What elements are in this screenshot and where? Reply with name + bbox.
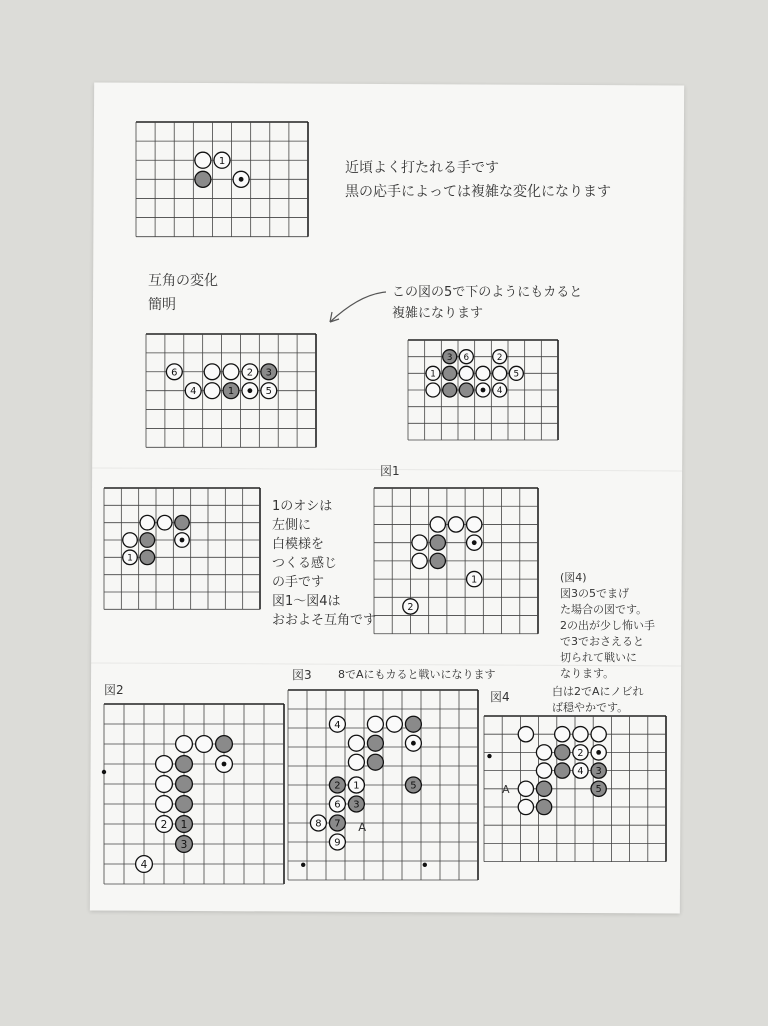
- go-diagram-side: [100, 484, 264, 624]
- last-move-marker: [247, 388, 252, 393]
- white-stone: [412, 553, 427, 568]
- move-number: 4: [496, 386, 503, 397]
- note-line: ば穏やかです。: [552, 701, 629, 714]
- black-stone: [430, 553, 445, 568]
- move-number: 6: [171, 367, 178, 379]
- black-stone: [140, 533, 155, 548]
- white-stone: [348, 754, 364, 770]
- black-stone: [195, 171, 211, 187]
- fig3-caption: 8でAにもカると戦いになります: [338, 668, 496, 681]
- move-number: 2: [160, 818, 168, 831]
- note-line: 切られて戦いに: [560, 651, 637, 664]
- note-line: 白模様を: [272, 537, 325, 552]
- white-stone: [348, 735, 364, 751]
- complex-line-1: この図の5で下のようにもカると: [392, 285, 583, 300]
- black-stone: [216, 736, 233, 753]
- note-line: 2の出が少し怖い手: [560, 619, 655, 632]
- last-move-marker: [239, 177, 244, 182]
- move-number: 4: [577, 766, 584, 778]
- white-stone: [573, 727, 588, 742]
- white-stone: [448, 517, 463, 532]
- side-note: [272, 497, 376, 630]
- white-stone: [140, 515, 155, 530]
- white-stone: [430, 517, 445, 532]
- move-number: 1: [471, 574, 478, 586]
- black-stone: [367, 735, 383, 751]
- white-stone: [459, 366, 473, 380]
- note-line: の手です: [272, 575, 325, 590]
- move-number: 6: [463, 352, 470, 363]
- move-number: 4: [334, 719, 341, 731]
- move-number: 1: [430, 369, 436, 380]
- move-number: 5: [410, 780, 417, 792]
- white-stone: [204, 364, 220, 380]
- move-number: 3: [595, 766, 602, 778]
- white-stone: [467, 517, 482, 532]
- white-stone: [518, 799, 533, 814]
- black-stone: [176, 756, 193, 773]
- move-number: 1: [353, 780, 360, 792]
- black-stone: [176, 796, 193, 813]
- white-stone: [176, 736, 193, 753]
- note-line: 図3の5でまげ: [560, 587, 629, 600]
- white-stone: [156, 796, 173, 813]
- black-stone: [459, 383, 473, 397]
- white-stone: [204, 383, 220, 399]
- even-subtitle: 簡明: [148, 297, 176, 313]
- star-point: [102, 770, 106, 774]
- white-stone: [367, 716, 383, 732]
- black-stone: [175, 515, 190, 530]
- note-line: た場合の図です。: [560, 603, 648, 616]
- move-number: 2: [246, 367, 254, 379]
- complex-line-2: 複雑になります: [392, 306, 484, 321]
- go-diagram-fig3: [284, 686, 482, 896]
- go-diagram-complex: [404, 336, 576, 444]
- move-number: 2: [334, 780, 341, 792]
- fig2-label: 図2: [104, 683, 124, 697]
- move-number: 3: [265, 367, 272, 379]
- note-line: なります。: [560, 667, 615, 680]
- go-diagram-top: [132, 118, 312, 243]
- move-number: 3: [180, 838, 188, 851]
- fig4-label: 図4: [490, 690, 510, 704]
- black-stone: [140, 550, 155, 565]
- move-number: 6: [334, 799, 341, 811]
- last-move-marker: [222, 762, 227, 767]
- note-line: 白は2でAにノビれ: [552, 685, 644, 698]
- move-number: 4: [190, 386, 197, 398]
- move-number: 2: [496, 352, 503, 363]
- white-stone: [518, 727, 533, 742]
- board-grid: [288, 690, 478, 880]
- move-number: 4: [140, 858, 148, 871]
- white-stone: [195, 152, 211, 168]
- white-stone: [386, 716, 402, 732]
- black-stone: [430, 535, 445, 550]
- star-point: [423, 863, 427, 867]
- white-stone: [123, 533, 138, 548]
- move-number: 3: [353, 799, 360, 811]
- point-label: A: [502, 782, 510, 796]
- note-line: 図1～図4は: [272, 594, 341, 609]
- move-number: 1: [180, 818, 188, 831]
- black-stone: [405, 716, 421, 732]
- move-number: 3: [446, 352, 453, 363]
- move-number: 2: [407, 601, 414, 613]
- move-number: 5: [265, 386, 272, 398]
- arrow-icon: [320, 286, 390, 330]
- move-number: 1: [227, 386, 235, 398]
- board-grid: [374, 488, 538, 634]
- note-line: で3でおさえると: [560, 635, 644, 648]
- note-line: 1のオシは: [272, 499, 333, 514]
- white-note: [552, 684, 644, 716]
- white-stone: [518, 781, 533, 796]
- last-move-marker: [596, 750, 601, 755]
- move-number: 7: [334, 818, 341, 830]
- black-stone: [536, 781, 551, 796]
- white-stone: [156, 776, 173, 793]
- intro-line-1: 近頃よく打たれる手です: [345, 160, 499, 176]
- white-stone: [536, 763, 551, 778]
- fig3-label: 図3: [292, 668, 312, 682]
- board-grid: [104, 488, 260, 609]
- intro-line-2: 黒の応手によっては複雑な変化になります: [345, 184, 611, 200]
- last-move-marker: [481, 388, 486, 393]
- move-number: 8: [315, 818, 322, 830]
- black-stone: [367, 754, 383, 770]
- move-number: 2: [577, 747, 584, 759]
- note-line: (図4): [560, 571, 587, 584]
- note-line: 左側に: [272, 518, 312, 533]
- board-grid: [136, 122, 308, 237]
- go-diagram-fig2: [100, 700, 288, 894]
- note-line: つくる感じ: [272, 556, 338, 571]
- last-move-marker: [411, 741, 416, 746]
- white-stone: [493, 366, 507, 380]
- even-title: 互角の変化: [148, 273, 218, 289]
- black-stone: [536, 799, 551, 814]
- move-number: 1: [218, 155, 226, 167]
- white-stone: [536, 745, 551, 760]
- last-move-marker: [472, 540, 477, 545]
- go-diagram-even: [142, 330, 320, 452]
- move-number: 1: [127, 553, 133, 564]
- white-stone: [476, 366, 490, 380]
- white-stone: [156, 756, 173, 773]
- fig4-note: [560, 570, 655, 682]
- move-number: 5: [595, 784, 602, 796]
- white-stone: [426, 383, 440, 397]
- go-diagram-fig4: [480, 712, 670, 900]
- black-stone: [555, 763, 570, 778]
- board-grid: [104, 704, 284, 884]
- star-point: [487, 754, 491, 758]
- move-number: 9: [334, 837, 341, 849]
- move-number: 5: [513, 369, 520, 380]
- white-stone: [591, 727, 606, 742]
- star-point: [301, 863, 305, 867]
- white-stone: [223, 364, 239, 380]
- white-stone: [196, 736, 213, 753]
- fig1-label: 図1: [380, 464, 400, 478]
- white-stone: [412, 535, 427, 550]
- white-stone: [555, 727, 570, 742]
- white-stone: [157, 515, 172, 530]
- go-diagram-fig1: [370, 484, 542, 644]
- last-move-marker: [180, 538, 185, 543]
- point-label: A: [358, 819, 366, 834]
- black-stone: [555, 745, 570, 760]
- black-stone: [176, 776, 193, 793]
- black-stone: [443, 366, 457, 380]
- black-stone: [443, 383, 457, 397]
- note-line: おおよそ互角です: [272, 613, 377, 628]
